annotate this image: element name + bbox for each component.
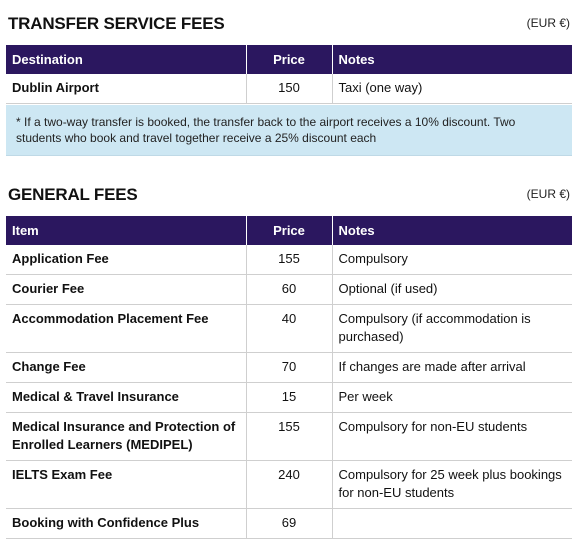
general-fees-title: GENERAL FEES — [8, 185, 138, 204]
row-item: Booking with Confidence Plus — [6, 509, 246, 539]
column-header-destination: Destination — [6, 45, 246, 74]
transfer-fees-table — [6, 45, 572, 104]
row-price: 69 — [246, 509, 332, 539]
row-item: IELTS Exam Fee — [6, 461, 246, 509]
row-notes: Taxi (one way) — [332, 74, 572, 104]
transfer-fees-header — [6, 0, 572, 33]
general-fees-table — [6, 216, 572, 539]
general-fees-section — [6, 171, 572, 539]
row-notes — [332, 509, 572, 539]
row-item: Dublin Airport — [6, 74, 246, 104]
general-fees-header — [6, 171, 572, 204]
column-header-notes: Notes — [332, 45, 572, 74]
column-header-price: Price — [246, 216, 332, 245]
row-item: Medical Insurance and Protection of Enrolled Learners (MEDIPEL) — [6, 413, 246, 461]
row-notes: Compulsory for non-EU students — [332, 413, 572, 461]
table-header-row — [6, 45, 572, 74]
transfer-discount-note: * If a two-way transfer is booked, the transfer back to the airport receives a 10% discount. Two students who book and travel together receive a 25% discount each — [6, 105, 572, 156]
row-notes: Compulsory for 25 week plus bookings for non-EU students — [332, 461, 572, 509]
transfer-fees-title: TRANSFER SERVICE FEES — [8, 14, 225, 33]
row-price: 70 — [246, 353, 332, 383]
column-header-notes: Notes — [332, 216, 572, 245]
row-notes: Per week — [332, 383, 572, 413]
general-currency-label: (EUR €) — [526, 187, 570, 201]
row-price: 155 — [246, 413, 332, 461]
table-row — [6, 74, 572, 104]
row-notes: Optional (if used) — [332, 275, 572, 305]
table-row — [6, 305, 572, 353]
row-item: Application Fee — [6, 245, 246, 275]
row-notes: Compulsory — [332, 245, 572, 275]
column-header-item: Item — [6, 216, 246, 245]
row-item: Accommodation Placement Fee — [6, 305, 246, 353]
table-row — [6, 353, 572, 383]
table-header-row — [6, 216, 572, 245]
table-row — [6, 413, 572, 461]
row-notes: If changes are made after arrival — [332, 353, 572, 383]
table-row — [6, 383, 572, 413]
transfer-currency-label: (EUR €) — [526, 16, 570, 30]
row-item: Change Fee — [6, 353, 246, 383]
table-row — [6, 275, 572, 305]
table-row — [6, 461, 572, 509]
row-item: Medical & Travel Insurance — [6, 383, 246, 413]
row-price: 150 — [246, 74, 332, 104]
table-row — [6, 245, 572, 275]
row-item: Courier Fee — [6, 275, 246, 305]
transfer-fees-section — [6, 0, 572, 156]
row-price: 15 — [246, 383, 332, 413]
row-notes: Compulsory (if accommodation is purchased) — [332, 305, 572, 353]
row-price: 40 — [246, 305, 332, 353]
column-header-price: Price — [246, 45, 332, 74]
row-price: 240 — [246, 461, 332, 509]
row-price: 60 — [246, 275, 332, 305]
table-row — [6, 509, 572, 539]
row-price: 155 — [246, 245, 332, 275]
